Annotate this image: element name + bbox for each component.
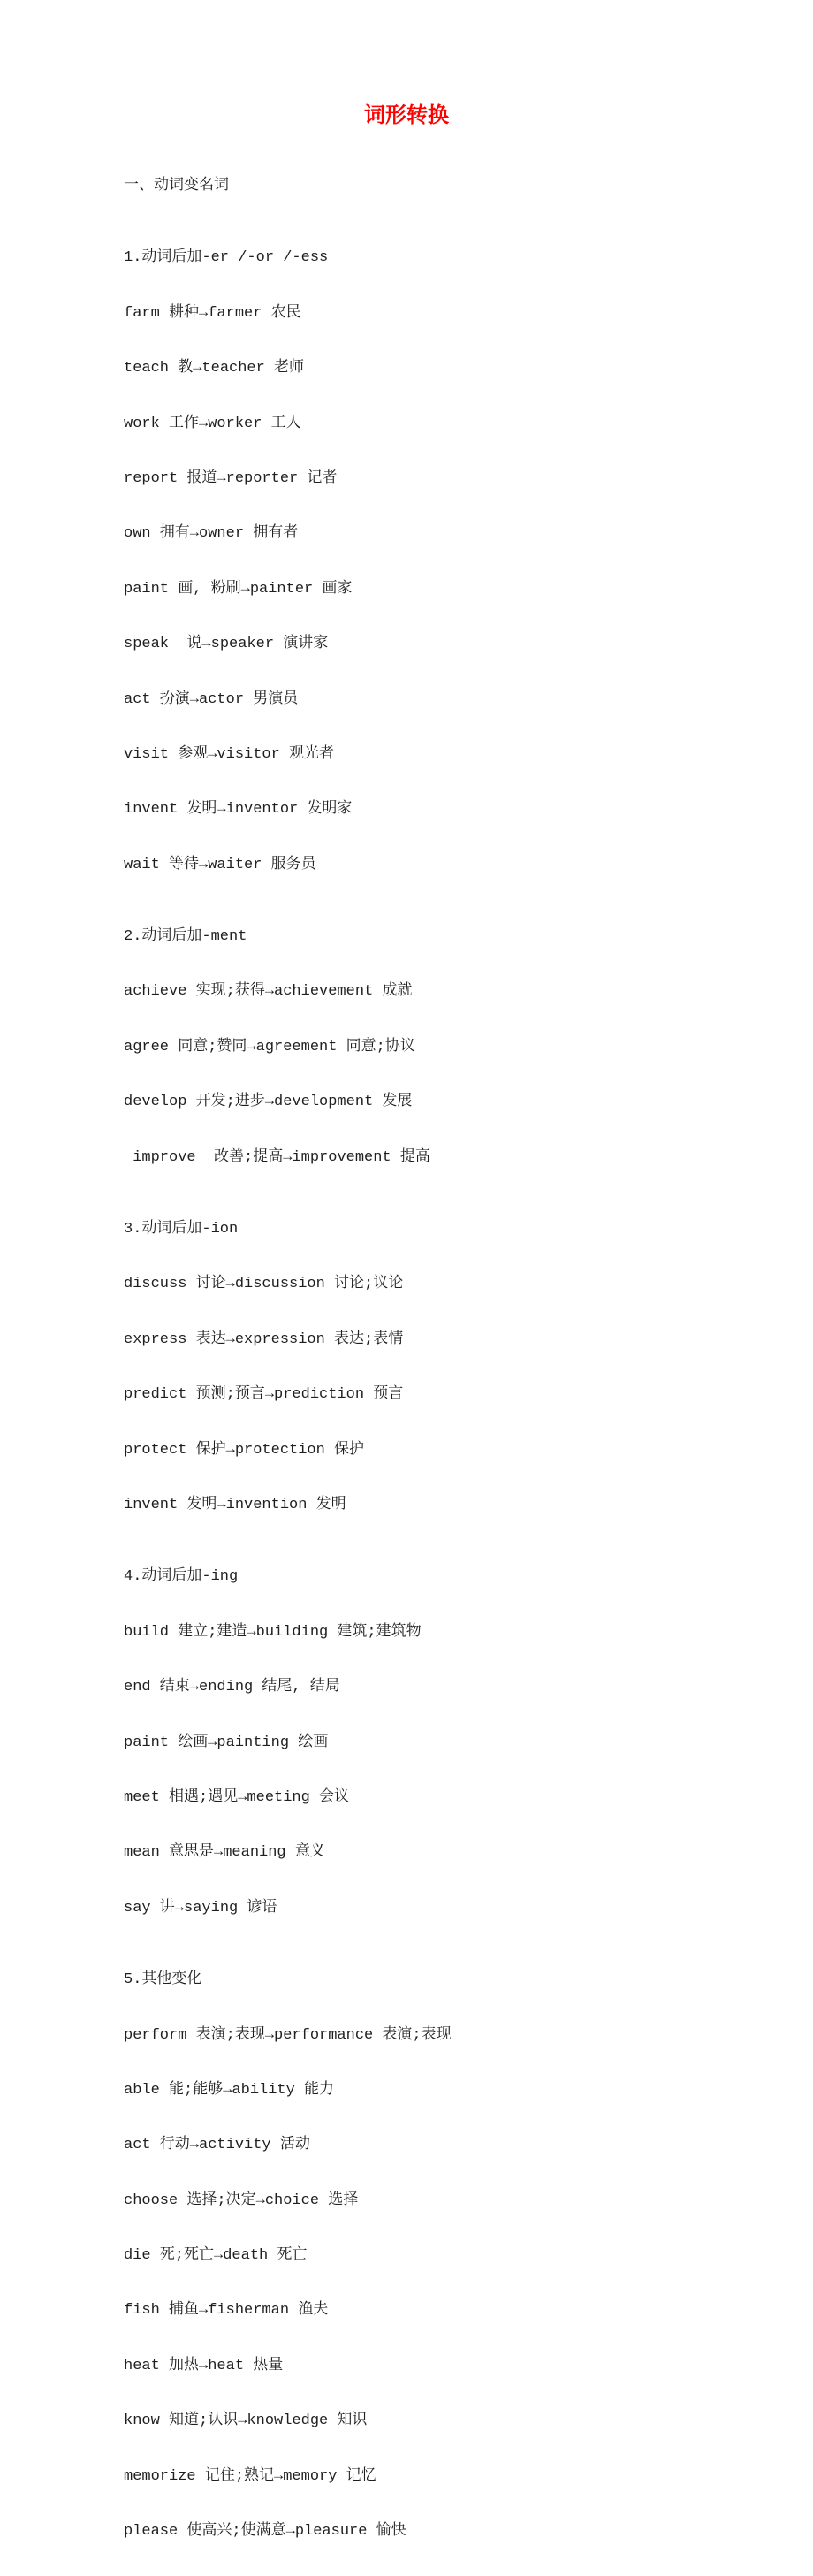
word-pair-line: invent 发明→inventor 发明家 bbox=[124, 801, 353, 819]
word-pair-line: die 死;死亡→death 死亡 bbox=[124, 2247, 308, 2265]
word-pair-line: mean 意思是→meaning 意义 bbox=[124, 1844, 325, 1862]
word-pair-line: discuss 讨论→discussion 讨论;议论 bbox=[124, 1276, 404, 1293]
word-pair-line: paint 画, 粉刷→painter 画家 bbox=[124, 580, 353, 598]
word-pair-line: memorize 记住;熟记→memory 记忆 bbox=[124, 2467, 376, 2485]
part-heading: 一、动词变名词 bbox=[124, 178, 229, 194]
word-pair-line: protect 保护→protection 保护 bbox=[124, 1441, 365, 1459]
word-pair-line: develop 开发;进步→development 发展 bbox=[124, 1094, 413, 1111]
word-pair-line: farm 耕种→farmer 农民 bbox=[124, 304, 301, 322]
word-pair-line: work 工作→worker 工人 bbox=[124, 415, 301, 432]
word-pair-line: predict 预测;预言→prediction 预言 bbox=[124, 1386, 404, 1404]
document-title: 词形转换 bbox=[364, 105, 449, 129]
word-pair-line: know 知道;认识→knowledge 知识 bbox=[124, 2412, 368, 2430]
word-pair-line: improve 改善;提高→improvement 提高 bbox=[124, 1148, 430, 1166]
word-pair-line: own 拥有→owner 拥有者 bbox=[124, 525, 299, 543]
word-pair-line: invent 发明→invention 发明 bbox=[124, 1496, 346, 1513]
word-pair-line: paint 绘画→painting 绘画 bbox=[124, 1734, 329, 1751]
section-1-heading: 1.动词后加-er /-or /-ess bbox=[124, 249, 329, 267]
word-pair-line: wait 等待→waiter 服务员 bbox=[124, 856, 316, 873]
word-pair-line: teach 教→teacher 老师 bbox=[124, 360, 305, 377]
section-3-heading: 3.动词后加-ion bbox=[124, 1221, 239, 1238]
word-pair-line: act 扮演→actor 男演员 bbox=[124, 690, 299, 708]
word-pair-line: achieve 实现;获得→achievement 成就 bbox=[124, 983, 413, 1001]
section-4-heading: 4.动词后加-ing bbox=[124, 1568, 239, 1586]
word-pair-line: heat 加热→heat 热量 bbox=[124, 2357, 284, 2374]
document-body bbox=[124, 142, 452, 2576]
section-2-heading: 2.动词后加-ment bbox=[124, 928, 247, 946]
word-pair-line: agree 同意;赞同→agreement 同意;协议 bbox=[124, 1038, 415, 1056]
word-pair-line: say 讲→saying 谚语 bbox=[124, 1899, 277, 1917]
word-pair-line: please 使高兴;使满意→pleasure 愉快 bbox=[124, 2523, 406, 2541]
word-pair-line: meet 相遇;遇见→meeting 会议 bbox=[124, 1788, 350, 1806]
section-5-heading: 5.其他变化 bbox=[124, 1971, 202, 1989]
word-pair-line: express 表达→expression 表达;表情 bbox=[124, 1330, 404, 1348]
word-pair-line: end 结束→ending 结尾, 结局 bbox=[124, 1679, 340, 1696]
word-pair-line: report 报道→reporter 记者 bbox=[124, 469, 338, 487]
word-pair-line: perform 表演;表现→performance 表演;表现 bbox=[124, 2026, 452, 2044]
word-pair-line: choose 选择;决定→choice 选择 bbox=[124, 2191, 359, 2209]
word-pair-line: visit 参观→visitor 观光者 bbox=[124, 745, 335, 763]
word-pair-line: act 行动→activity 活动 bbox=[124, 2137, 310, 2154]
word-pair-line: fish 捕鱼→fisherman 渔夫 bbox=[124, 2302, 329, 2320]
word-pair-line: able 能;能够→ability 能力 bbox=[124, 2081, 335, 2099]
word-pair-line: speak 说→speaker 演讲家 bbox=[124, 636, 329, 653]
word-pair-line: build 建立;建造→building 建筑;建筑物 bbox=[124, 1623, 422, 1641]
